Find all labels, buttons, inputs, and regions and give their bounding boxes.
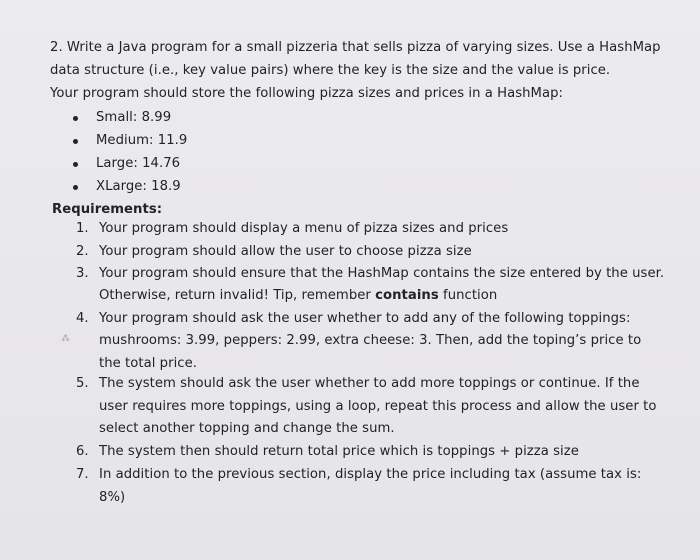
requirement-3-keyword: contains (375, 288, 439, 303)
price-item-medium: Medium: 11.9 (96, 133, 188, 148)
bullet-icon (73, 116, 78, 121)
bullet-icon (73, 162, 78, 167)
requirement-5-line-3: select another topping and change the sum. (99, 421, 395, 436)
intro-line-3: Your program should store the following pizza sizes and prices in a HashMap: (50, 86, 564, 101)
requirement-7-line-1: In addition to the previous section, display the price including tax (assume tax is: (99, 467, 642, 482)
requirement-5-line-1: The system should ask the user whether to add more toppings or continue. If the (99, 376, 640, 391)
price-item-large: Large: 14.76 (96, 156, 181, 171)
requirement-number: 1. (76, 221, 89, 236)
requirement-4-line-1: Your program should ask the user whether to add any of the following toppings: (99, 311, 631, 326)
intro-line-2: data structure (i.e., key value pairs) where the key is the size and the value is price. (50, 63, 611, 78)
requirement-5-line-2: user requires more toppings, using a loop, repeat this process and allow the user to (99, 399, 657, 414)
requirement-number: 2. (76, 244, 89, 259)
requirement-3-text-b: function (438, 288, 498, 303)
requirement-3-line-2 (99, 288, 497, 304)
requirement-7-line-2: 8%) (99, 490, 126, 505)
requirement-6-line-1: The system then should return total price which is toppings + pizza size (99, 444, 579, 459)
requirement-3-text-a: Otherwise, return invalid! Tip, remember (99, 288, 376, 303)
requirement-number: 4. (76, 311, 89, 326)
requirement-2-line-1: Your program should allow the user to choose pizza size (99, 244, 472, 259)
price-item-small: Small: 8.99 (96, 110, 172, 125)
requirement-number: 3. (76, 266, 89, 281)
requirement-number: 6. (76, 444, 89, 459)
requirements-heading: Requirements: (52, 202, 163, 217)
price-item-xlarge: XLarge: 18.9 (96, 179, 181, 194)
requirement-4-line-2: mushrooms: 3.99, peppers: 2.99, extra cheese: 3. Then, add the toping’s price to (99, 333, 642, 348)
intro-line-1: 2. Write a Java program for a small pizzeria that sells pizza of varying sizes. Use a HashMap (50, 40, 661, 55)
requirement-3-line-1: Your program should ensure that the HashMap contains the size entered by the user. (99, 266, 665, 281)
requirement-number: 7. (76, 467, 89, 482)
pen-mark-icon: ⁂ (61, 334, 70, 344)
bullet-icon (73, 185, 78, 190)
requirement-number: 5. (76, 376, 89, 391)
bullet-icon (73, 139, 78, 144)
requirement-1-line-1: Your program should display a menu of pizza sizes and prices (99, 221, 509, 236)
requirement-4-line-3: the total price. (99, 356, 197, 371)
